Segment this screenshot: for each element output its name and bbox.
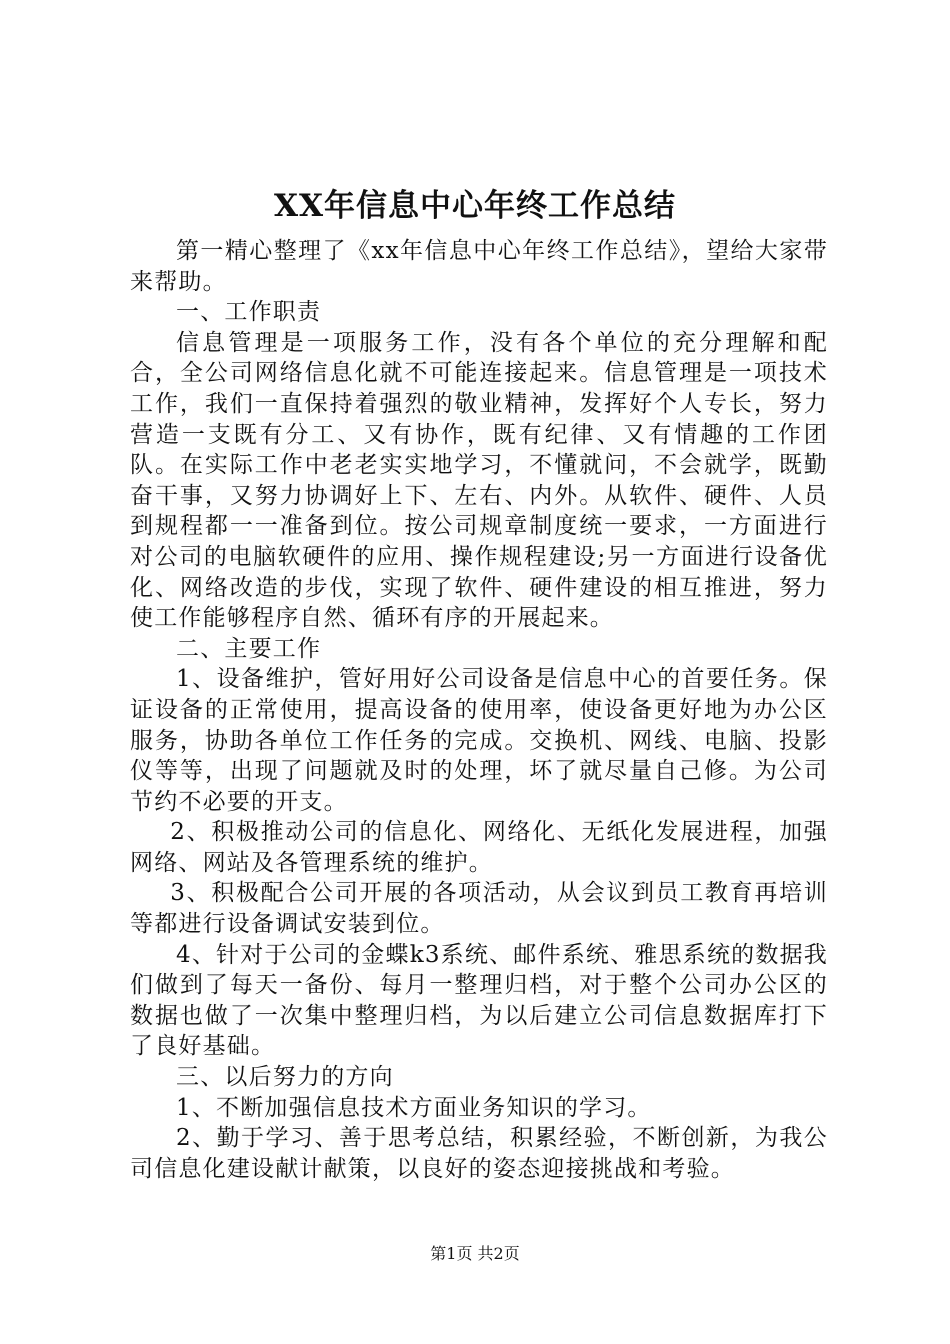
section-heading-main-work: 二、主要工作 — [176, 635, 322, 662]
future-direction-item-1: 1、不断加强信息技术方面业务知识的学习。 — [176, 1094, 652, 1121]
main-work-item-2: 2、积极推动公司的信息化、网络化、无纸化发展进程，加强网络、网站及各管理系统的维护。 — [130, 819, 828, 876]
main-work-item-1: 1、设备维护，管好用好公司设备是信息中心的首要任务。保证设备的正常使用，提高设备的使用率，使设备更好地为办公区服务，协助各单位工作任务的完成。交换机、网线、电脑、投影仪等等，出现了问题就及时的处理，坏了就尽量自己修。为公司节约不必要的开支。 — [130, 666, 828, 815]
intro-paragraph: 第一精心整理了《xx年信息中心年终工作总结》，望给大家带来帮助。 — [130, 238, 828, 295]
document-title: XX年信息中心年终工作总结 — [273, 188, 677, 224]
main-work-item-3: 3、积极配合公司开展的各项活动，从会议到员工教育再培训等都进行设备调试安装到位。 — [130, 880, 828, 938]
document-body — [130, 236, 828, 1184]
responsibilities-paragraph: 信息管理是一项服务工作，没有各个单位的充分理解和配合，全公司网络信息化就不可能连接起来。信息管理是一项技术工作，我们一直保持着强烈的敬业精神，发挥好个人专长，努力营造一支既有分工、又有协作，既有纪律、又有情趣的工作团队。在实际工作中老老实实地学习，不懂就问，不会就学，既勤奋干事，又努力协调好上下、左右、内外。从软件、硬件、人员到规程都一一准备到位。按公司规章制度统一要求，一方面进行对公司的电脑软硬件的应用、操作规程建设;另一方面进行设备优化、网络改造的步伐，实现了软件、硬件建设的相互推进，努力使工作能够程序自然、循环有序的开展起来。 — [130, 329, 828, 632]
section-heading-responsibilities: 一、工作职责 — [176, 299, 322, 326]
future-direction-item-2: 2、勤于学习、善于思考总结，积累经验，不断创新，为我公司信息化建设献计献策，以良好的姿态迎接挑战和考验。 — [130, 1125, 828, 1182]
page-number-footer: 第1页 共2页 — [430, 1244, 520, 1263]
main-work-item-4: 4、针对于公司的金蝶k3系统、邮件系统、雅思系统的数据我们做到了每天一备份、每月一整理归档，对于整个公司办公区的数据也做了一次集中整理归档，为以后建立公司信息数据库打下了良好基础。 — [130, 941, 828, 1060]
section-heading-future-direction: 三、以后努力的方向 — [176, 1064, 394, 1091]
